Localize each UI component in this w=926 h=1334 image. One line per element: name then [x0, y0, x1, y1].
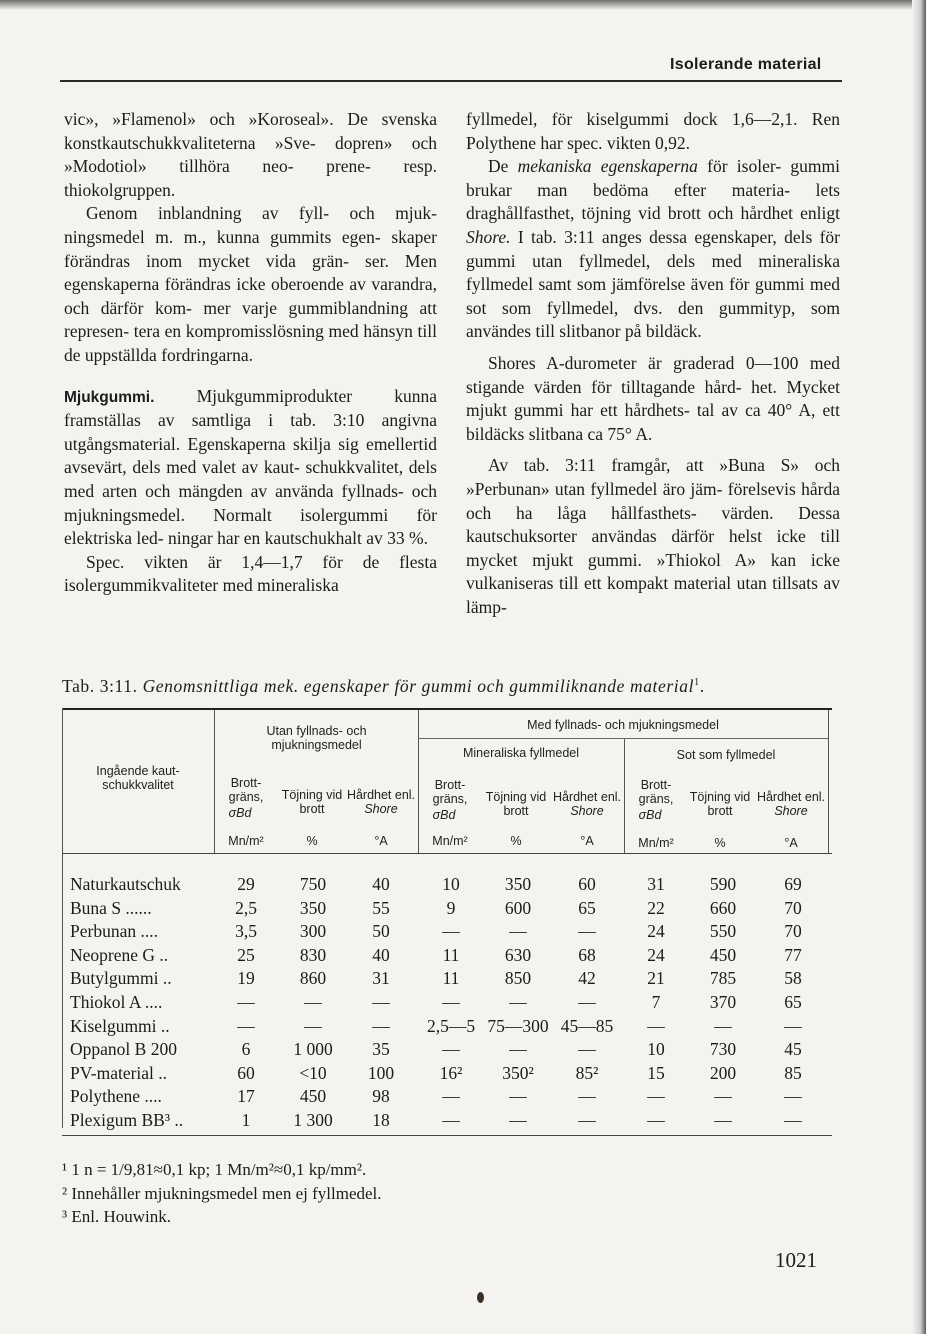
- table-cell: —: [578, 921, 596, 942]
- table-rule: [62, 853, 832, 854]
- table-cell: —: [442, 1086, 460, 1107]
- header-hardhet: [552, 790, 622, 818]
- running-head: Isolerande material: [670, 56, 822, 73]
- table-cell: —: [714, 1110, 732, 1130]
- table-cell: 55: [372, 897, 390, 918]
- table-cell: —: [442, 1039, 460, 1060]
- paragraph: Shores A-durometer är graderad 0—100 med stigande värden för tilltagande hård- het. Mycket mjukt gummi har ett hårdhets- tal av ca 40° A, ett bildäcks slitbana ca 75° A.: [466, 352, 840, 444]
- table-cell: —: [578, 1039, 596, 1060]
- emphasis: Shore.: [466, 226, 511, 247]
- unit-pct: %: [714, 836, 726, 850]
- table-cell: —: [647, 1015, 665, 1036]
- table-cell: 70: [784, 897, 802, 918]
- table-row: [62, 1110, 832, 1134]
- table-cell: —: [784, 1015, 802, 1036]
- table-cell: —: [237, 1015, 255, 1036]
- header-tojning: Töjning vid brott: [689, 790, 751, 818]
- table-cell: 35: [372, 1039, 390, 1060]
- table-cell: 65: [578, 897, 596, 918]
- unit-deg: °A: [784, 836, 798, 850]
- text: för isoler- gummi brukar man bedöma efter materia- lets draghållfasthet, töjning vid brott och hårdhet enligt: [466, 156, 840, 224]
- table-cell: 31: [647, 874, 665, 894]
- table-cell: 660: [709, 897, 737, 918]
- header-brott: Brott- gräns,: [432, 778, 468, 806]
- table-cell: 98: [372, 1086, 390, 1107]
- text: I tab. 3:11 anges dessa egenskaper, dels för gummi utan fyllmedel, dels med mineraliska fyllmedel samt som jämförelse även för gummi med sot som fyllmedel, dvs. den gummityp, som användes till slitbanor på bildäck.: [466, 226, 840, 342]
- footnotes: [62, 1158, 382, 1229]
- table-cell: 350²: [502, 1062, 534, 1083]
- table-cell: —: [647, 1086, 665, 1107]
- table-cell: —: [578, 992, 596, 1012]
- row-label: Plexigum BB³ ..: [70, 1110, 184, 1130]
- table-vline: [418, 710, 419, 853]
- table-cell: 450: [709, 944, 737, 965]
- table-cell: 45—85: [560, 1015, 614, 1036]
- header-tojning: Töjning vid brott: [485, 790, 547, 818]
- hardhet-text: Hårdhet enl.: [346, 788, 416, 802]
- table-cell: 17: [237, 1086, 255, 1107]
- footnote: ³ Enl. Houwink.: [62, 1207, 171, 1226]
- table-cell: 350: [299, 897, 327, 918]
- table-vline: [214, 710, 215, 853]
- table-cell: 85: [784, 1062, 802, 1083]
- hardhet-text: Hårdhet enl.: [756, 790, 826, 804]
- table-cell: 550: [709, 921, 737, 942]
- subgroup-mineral: Mineraliska fyllmedel: [462, 746, 579, 760]
- table-cell: 65: [784, 992, 802, 1012]
- table-cell: 830: [299, 944, 327, 965]
- table-cell: —: [442, 1110, 460, 1130]
- table-cell: 31: [372, 968, 390, 989]
- scan-edge-right: [912, 0, 926, 1334]
- footnote: ² Innehåller mjukningsmedel men ej fyllmedel.: [62, 1183, 382, 1203]
- row-label: Butylgummi ..: [70, 968, 172, 989]
- left-column: [64, 108, 437, 598]
- table-row: [62, 968, 832, 992]
- table-cell: —: [304, 1015, 322, 1036]
- table-cell: —: [372, 992, 390, 1012]
- table-cell: 77: [784, 944, 802, 965]
- shore-text: Shore: [774, 804, 808, 818]
- row-label: PV-material ..: [70, 1062, 168, 1083]
- caption-end: .: [699, 676, 705, 696]
- unit-deg: °A: [374, 834, 388, 848]
- table-cell: 7: [651, 992, 661, 1012]
- table-cell: 450: [299, 1086, 327, 1107]
- table-cell: —: [509, 1086, 527, 1107]
- row-label: Neoprene G ..: [70, 944, 169, 965]
- table-rule: [62, 1135, 832, 1136]
- shore-text: Shore: [570, 804, 604, 818]
- table-cell: 15: [647, 1062, 665, 1083]
- header-brott: Brott- gräns,: [228, 776, 264, 804]
- table-cell: 630: [504, 944, 532, 965]
- table-cell: 68: [578, 944, 596, 965]
- table-row: [62, 1016, 832, 1040]
- table-cell: —: [304, 992, 322, 1012]
- unit-pct: %: [510, 834, 522, 848]
- table-cell: 75—300: [487, 1015, 549, 1036]
- table-cell: 590: [709, 874, 737, 894]
- table-cell: <10: [299, 1062, 327, 1083]
- table-cell: 29: [237, 874, 255, 894]
- table-cell: 40: [372, 874, 390, 894]
- unit-deg: °A: [580, 834, 594, 848]
- ink-spot: [477, 1292, 484, 1303]
- row-label: Buna S ......: [70, 897, 152, 918]
- table-cell: —: [714, 1086, 732, 1107]
- table-cell: 21: [647, 968, 665, 989]
- table-cell: 300: [299, 921, 327, 942]
- table-caption: [62, 676, 852, 697]
- row-label: Naturkautschuk: [70, 874, 181, 894]
- table-cell: 3,5: [235, 921, 257, 942]
- table-cell: 350: [504, 874, 532, 894]
- paragraph: [466, 155, 840, 344]
- table-cell: 11: [442, 944, 460, 965]
- table-cell: —: [509, 1039, 527, 1060]
- paragraph-text: Mjukgummiprodukter kunna framställas av samtliga i tab. 3:10 angivna utgångsmaterial. Egenskaperna skilja sig emellertid avsevärt, dels med valet av kaut- schukkvalitet, dels med arten och mängden av använda fyllnads- och mjukningsmedel. Normalt isolergummi för elektriska led- ningar har en kautschukhalt av 33 %.: [64, 385, 438, 549]
- table-cell: 11: [442, 968, 460, 989]
- right-column: [466, 108, 840, 619]
- table-label: Tab. 3:11.: [62, 676, 138, 696]
- header-brott: Brott- gräns,: [638, 778, 674, 806]
- table-cell: 600: [504, 897, 532, 918]
- row-label: Polythene ....: [70, 1086, 162, 1107]
- header-rule: [60, 80, 842, 82]
- table-cell: 40: [372, 944, 390, 965]
- page-number: 1021: [775, 1248, 817, 1272]
- table-cell: 730: [709, 1039, 737, 1060]
- table-cell: —: [647, 1110, 665, 1130]
- header-hardhet: [756, 790, 826, 818]
- footnote-mark: 1: [694, 677, 700, 689]
- table-cell: 100: [367, 1062, 395, 1083]
- row-label: Oppanol B 200: [70, 1039, 177, 1060]
- table-cell: —: [509, 992, 527, 1012]
- table-row: [62, 898, 832, 922]
- table-cell: —: [784, 1110, 802, 1130]
- table-cell: 6: [241, 1039, 251, 1060]
- table-title: Genomsnittliga mek. egenskaper för gummi och gummiliknande material: [142, 676, 695, 696]
- unit-mpa: Mn/m²: [638, 836, 674, 850]
- table-cell: 58: [784, 968, 802, 989]
- unit-mpa: Mn/m²: [432, 834, 468, 848]
- paragraph: [64, 385, 437, 551]
- table-cell: 750: [299, 874, 327, 894]
- col-header-material: Ingående kaut- schukkvalitet: [96, 764, 180, 792]
- table-vline: [624, 738, 625, 853]
- table-cell: 16²: [439, 1062, 463, 1083]
- table-cell: —: [509, 921, 527, 942]
- table-cell: 1 000: [293, 1039, 333, 1060]
- group-rule: [418, 738, 828, 739]
- table-cell: 200: [709, 1062, 737, 1083]
- emphasis: mekaniska egenskaperna: [517, 156, 698, 177]
- table-cell: 2,5: [235, 897, 257, 918]
- shore-text: Shore: [364, 802, 398, 816]
- table-cell: —: [714, 1015, 732, 1036]
- paragraph: Genom inblandning av fyll- och mjuk- ningsmedel m. m., kunna gummits egen- skaper förändras inom mycket vida grän- ser. Men egenskaperna förändras icke oberoende av varandra, och därför kom- mer varje gummiblandning att represen- tera en kompromisslösning med hänsyn till de uppställda fordringarna.: [64, 203, 437, 365]
- table-cell: 25: [237, 944, 255, 965]
- table-cell: —: [442, 921, 460, 942]
- table-cell: 9: [446, 897, 456, 918]
- text: De: [488, 156, 518, 177]
- table-cell: 850: [504, 968, 532, 989]
- table-row: [62, 1063, 832, 1087]
- paragraph: Spec. vikten är 1,4—1,7 för de flesta isolergummikvaliteter med mineraliska: [64, 551, 437, 596]
- table-cell: 42: [578, 968, 596, 989]
- paragraph: Av tab. 3:11 framgår, att »Buna S» och »Perbunan» utan fyllmedel äro jäm- förelsevis hårda och ha låga hållfasthets- värden. Dessa kautschuksorter användas därför helst icke till mycket mjukt gummi. »Thiokol A» kan icke vulkaniseras till ett kompakt material utan tillsats av lämp-: [466, 455, 840, 617]
- table-row: [62, 874, 832, 898]
- table-row: [62, 921, 832, 945]
- group-header-unfilled: Utan fyllnads- och mjukningsmedel: [266, 724, 367, 752]
- table-rule: [62, 708, 832, 710]
- table-cell: 2,5—5: [426, 1015, 476, 1036]
- paragraph: fyllmedel, för kiselgummi dock 1,6—2,1. Ren Polythene har spec. vikten 0,92.: [466, 109, 840, 153]
- header-sigma: σBd: [228, 806, 252, 820]
- table-cell: 18: [372, 1110, 390, 1130]
- table-cell: 22: [647, 897, 665, 918]
- table-cell: 860: [299, 968, 327, 989]
- header-tojning: Töjning vid brott: [281, 788, 343, 816]
- table-vline: [828, 710, 829, 853]
- table-row: [62, 1086, 832, 1110]
- table-cell: 24: [647, 921, 665, 942]
- table-row: [62, 1039, 832, 1063]
- table-cell: 1: [241, 1110, 251, 1130]
- table-row: [62, 945, 832, 969]
- table-cell: —: [442, 992, 460, 1012]
- scan-edge-top: [0, 0, 926, 10]
- table-cell: 60: [578, 874, 596, 894]
- table-cell: —: [372, 1015, 390, 1036]
- unit-mpa: Mn/m²: [228, 834, 264, 848]
- header-sigma: σBd: [432, 808, 456, 822]
- table-cell: 70: [784, 921, 802, 942]
- row-label: Kiselgummi ..: [70, 1015, 170, 1036]
- group-header-filled: Med fyllnads- och mjukningsmedel: [527, 718, 719, 732]
- table-cell: —: [578, 1086, 596, 1107]
- table-cell: —: [578, 1110, 596, 1130]
- table-cell: 60: [237, 1062, 255, 1083]
- row-label: Perbunan ....: [70, 921, 158, 942]
- table-cell: —: [509, 1110, 527, 1130]
- table-cell: 45: [784, 1039, 802, 1060]
- table-cell: 19: [237, 968, 255, 989]
- table-cell: 785: [709, 968, 737, 989]
- table-row: [62, 992, 832, 1016]
- row-label: Thiokol A ....: [70, 992, 163, 1012]
- footnote: ¹ 1 n = 1/9,81≈0,1 kp; 1 Mn/m²≈0,1 kp/mm².: [62, 1160, 367, 1179]
- subgroup-carbon-black: Sot som fyllmedel: [676, 748, 776, 762]
- header-hardhet: [346, 788, 416, 816]
- table-cell: 10: [647, 1039, 665, 1060]
- table-cell: 50: [372, 921, 390, 942]
- table-cell: —: [784, 1086, 802, 1107]
- paragraph: vic», »Flamenol» och »Koroseal». De svenska konstkautschukkvaliteterna »Sve- dopren» och »Modotiol» tillhöra neo- prene- resp. thiokolgruppen.: [64, 109, 437, 200]
- unit-pct: %: [306, 834, 318, 848]
- hardhet-text: Hårdhet enl.: [552, 790, 622, 804]
- table-cell: 370: [709, 992, 737, 1012]
- table-cell: 69: [784, 874, 802, 894]
- header-sigma: σBd: [638, 808, 662, 822]
- runin-heading: Mjukgummi.: [64, 388, 155, 406]
- table-cell: —: [237, 992, 255, 1012]
- table-cell: 10: [442, 874, 460, 894]
- table-cell: 1 300: [293, 1110, 333, 1130]
- table-cell: 85²: [575, 1062, 599, 1083]
- table-cell: 24: [647, 944, 665, 965]
